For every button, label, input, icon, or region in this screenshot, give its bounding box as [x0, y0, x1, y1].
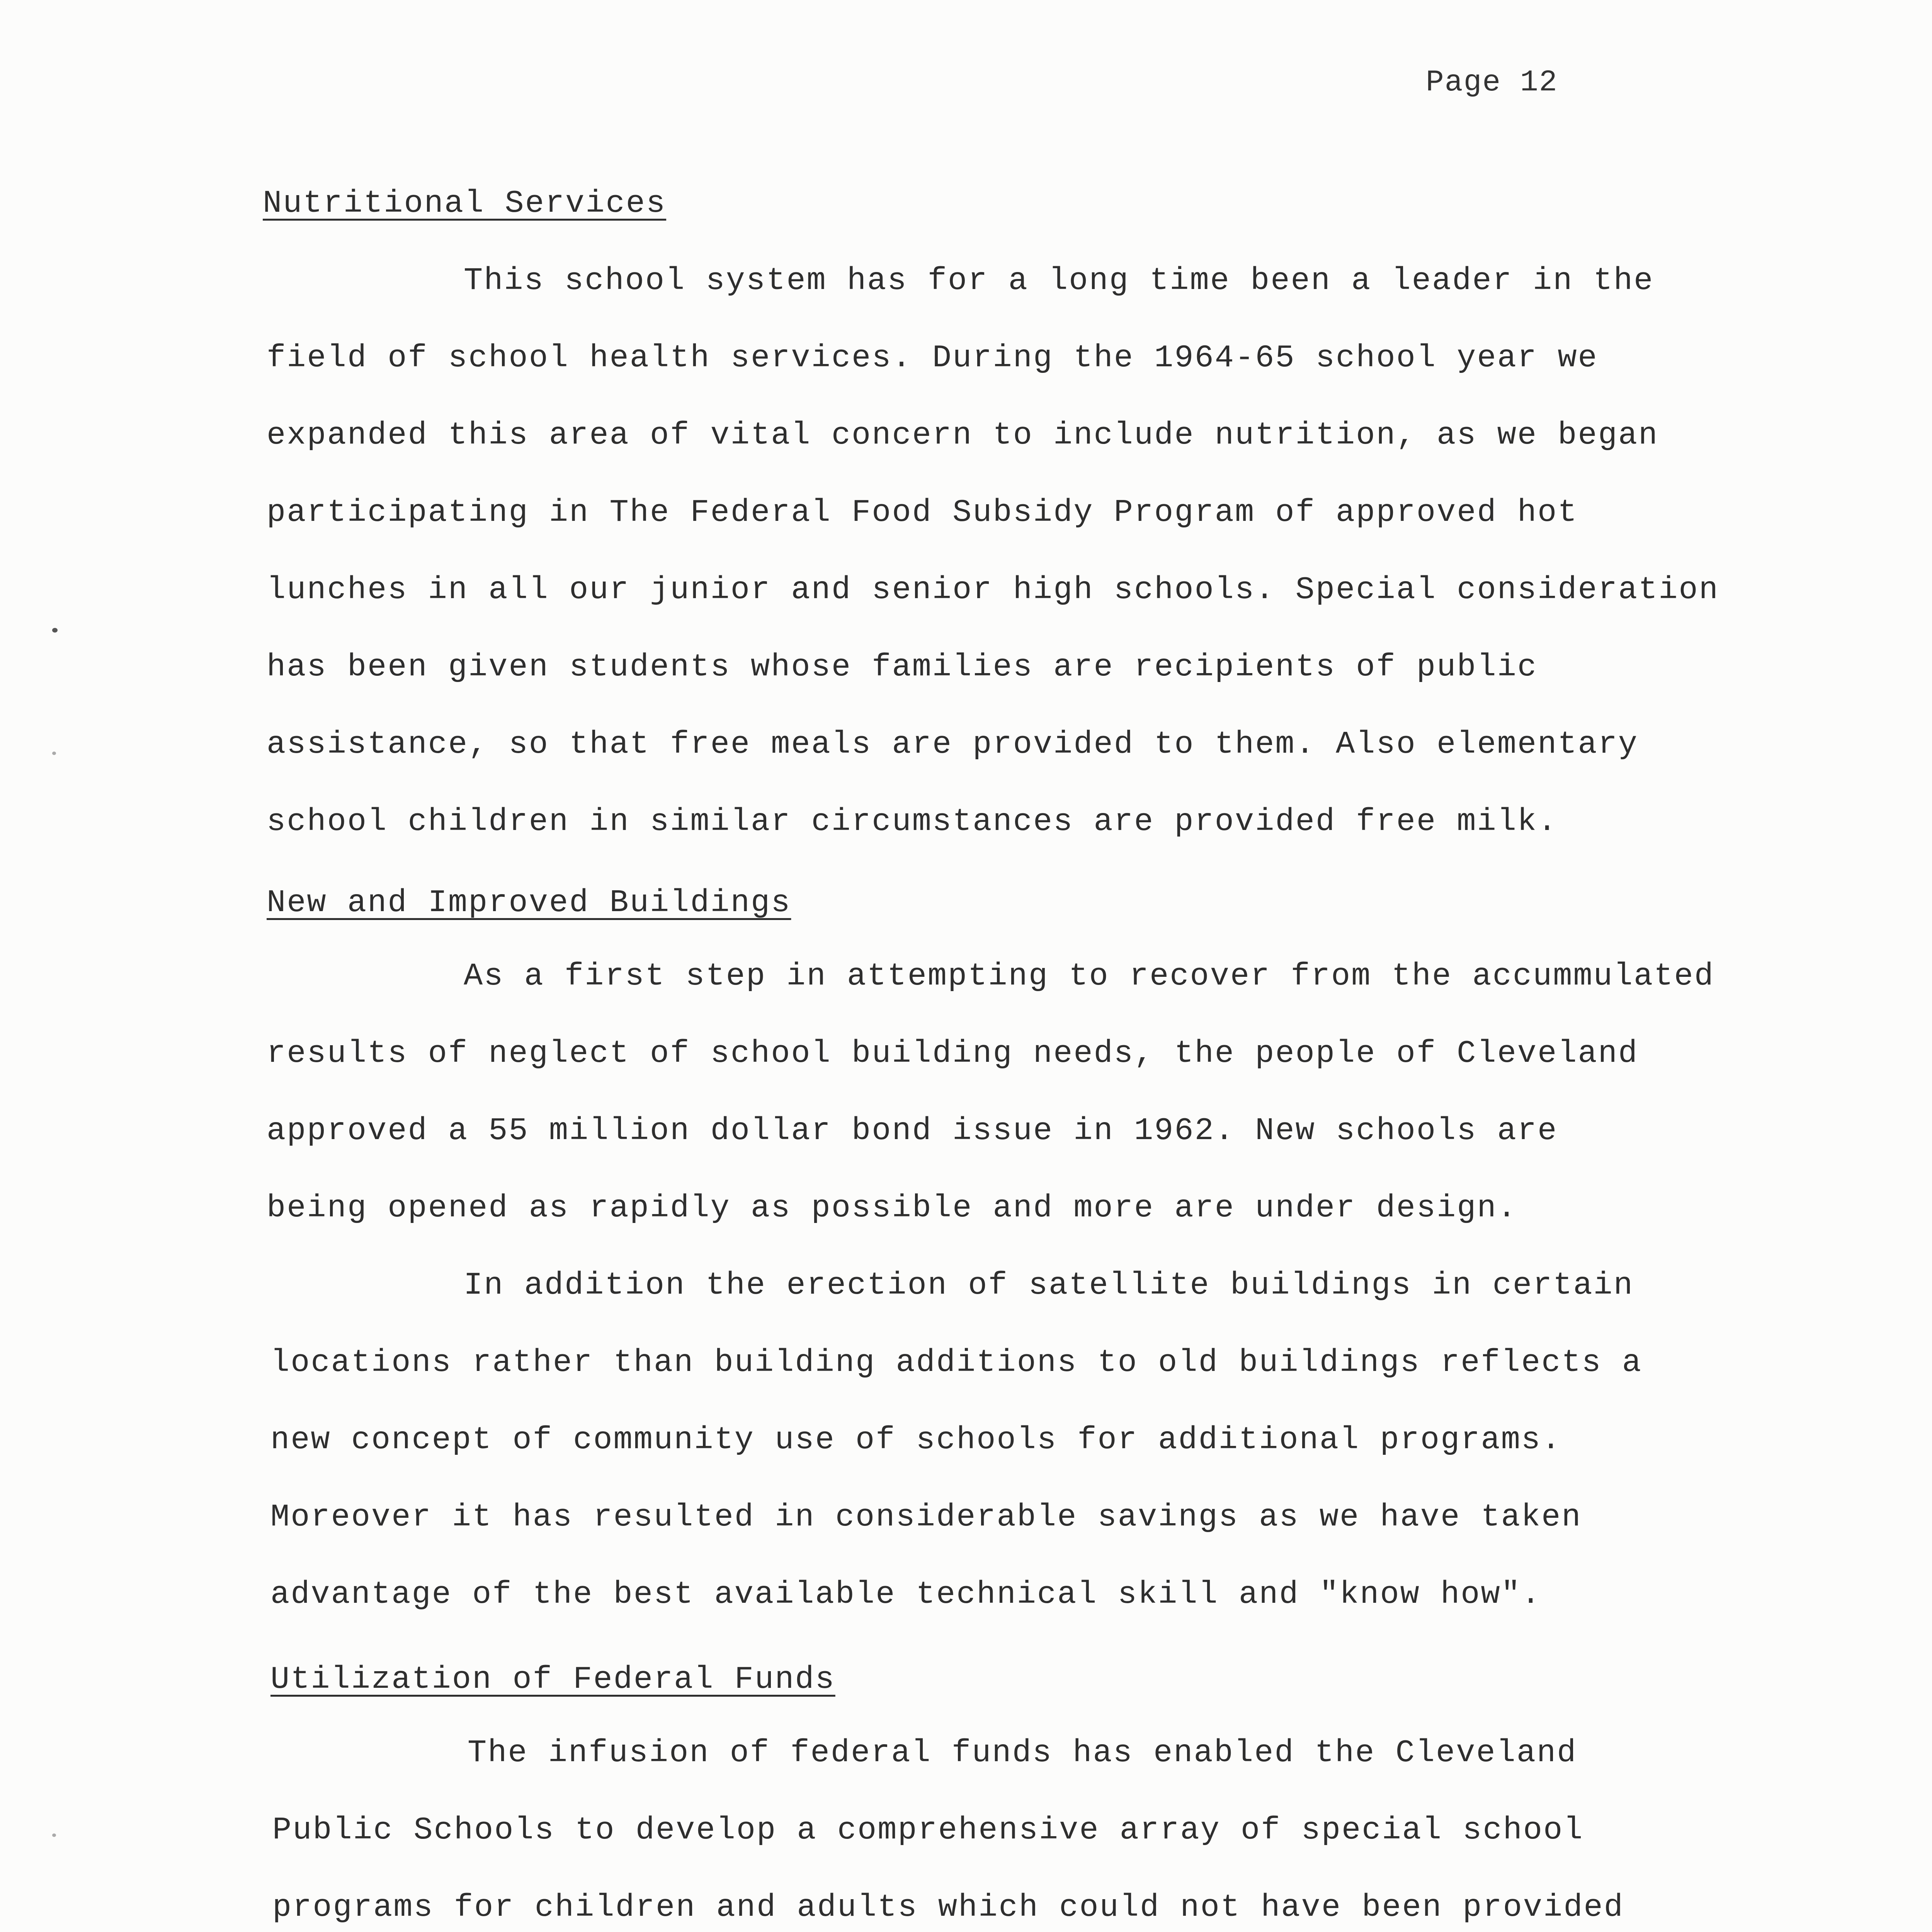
binder-hole-mark — [52, 752, 56, 755]
paragraph-line: The infusion of federal funds has enabled the Cleveland — [468, 1735, 1577, 1771]
page-number: Page 12 — [1426, 66, 1558, 100]
paragraph-line: As a first step in attempting to recover from the accummulated — [464, 958, 1714, 994]
binder-hole-mark — [52, 1833, 56, 1837]
paragraph-line: advantage of the best available technical skill and "know how". — [270, 1577, 1542, 1612]
paragraph-line: results of neglect of school building needs, the people of Cleveland — [267, 1036, 1639, 1071]
paragraph-line: Moreover it has resulted in considerable savings as we have taken — [270, 1499, 1582, 1535]
paragraph-line: assistance, so that free meals are provided to them. Also elementary — [267, 726, 1639, 762]
paragraph-line: approved a 55 million dollar bond issue in 1962. New schools are — [267, 1113, 1558, 1149]
paragraph-line: participating in The Federal Food Subsidy Program of approved hot — [267, 495, 1578, 531]
paragraph-line: lunches in all our junior and senior high schools. Special consideration — [267, 572, 1719, 608]
paragraph-line: programs for children and adults which could not have been provided — [272, 1889, 1624, 1925]
paragraph-line: In addition the erection of satellite buildings in certain — [464, 1267, 1634, 1303]
section-heading-new-and-improved-buildings: New and Improved Buildings — [267, 885, 791, 921]
paragraph-line: new concept of community use of schools for additional programs. — [270, 1422, 1562, 1458]
section-heading-utilization-of-federal-funds: Utilization of Federal Funds — [270, 1662, 835, 1697]
section-heading-nutritional-services: Nutritional Services — [263, 185, 667, 221]
paragraph-line: school children in similar circumstances are provided free milk. — [267, 804, 1558, 840]
paragraph-line: being opened as rapidly as possible and more are under design. — [267, 1190, 1517, 1226]
paragraph-line: has been given students whose families are recipients of public — [267, 649, 1538, 685]
binder-hole-mark — [52, 628, 58, 633]
paragraph-line: expanded this area of vital concern to include nutrition, as we began — [267, 417, 1659, 453]
paragraph-line: locations rather than building additions to old buildings reflects a — [270, 1345, 1643, 1381]
paragraph-line: Public Schools to develop a comprehensive array of special school — [272, 1812, 1584, 1848]
paragraph-line: This school system has for a long time been a leader in the — [464, 263, 1654, 299]
paragraph-line: field of school health services. During the 1964-65 school year we — [267, 340, 1598, 376]
